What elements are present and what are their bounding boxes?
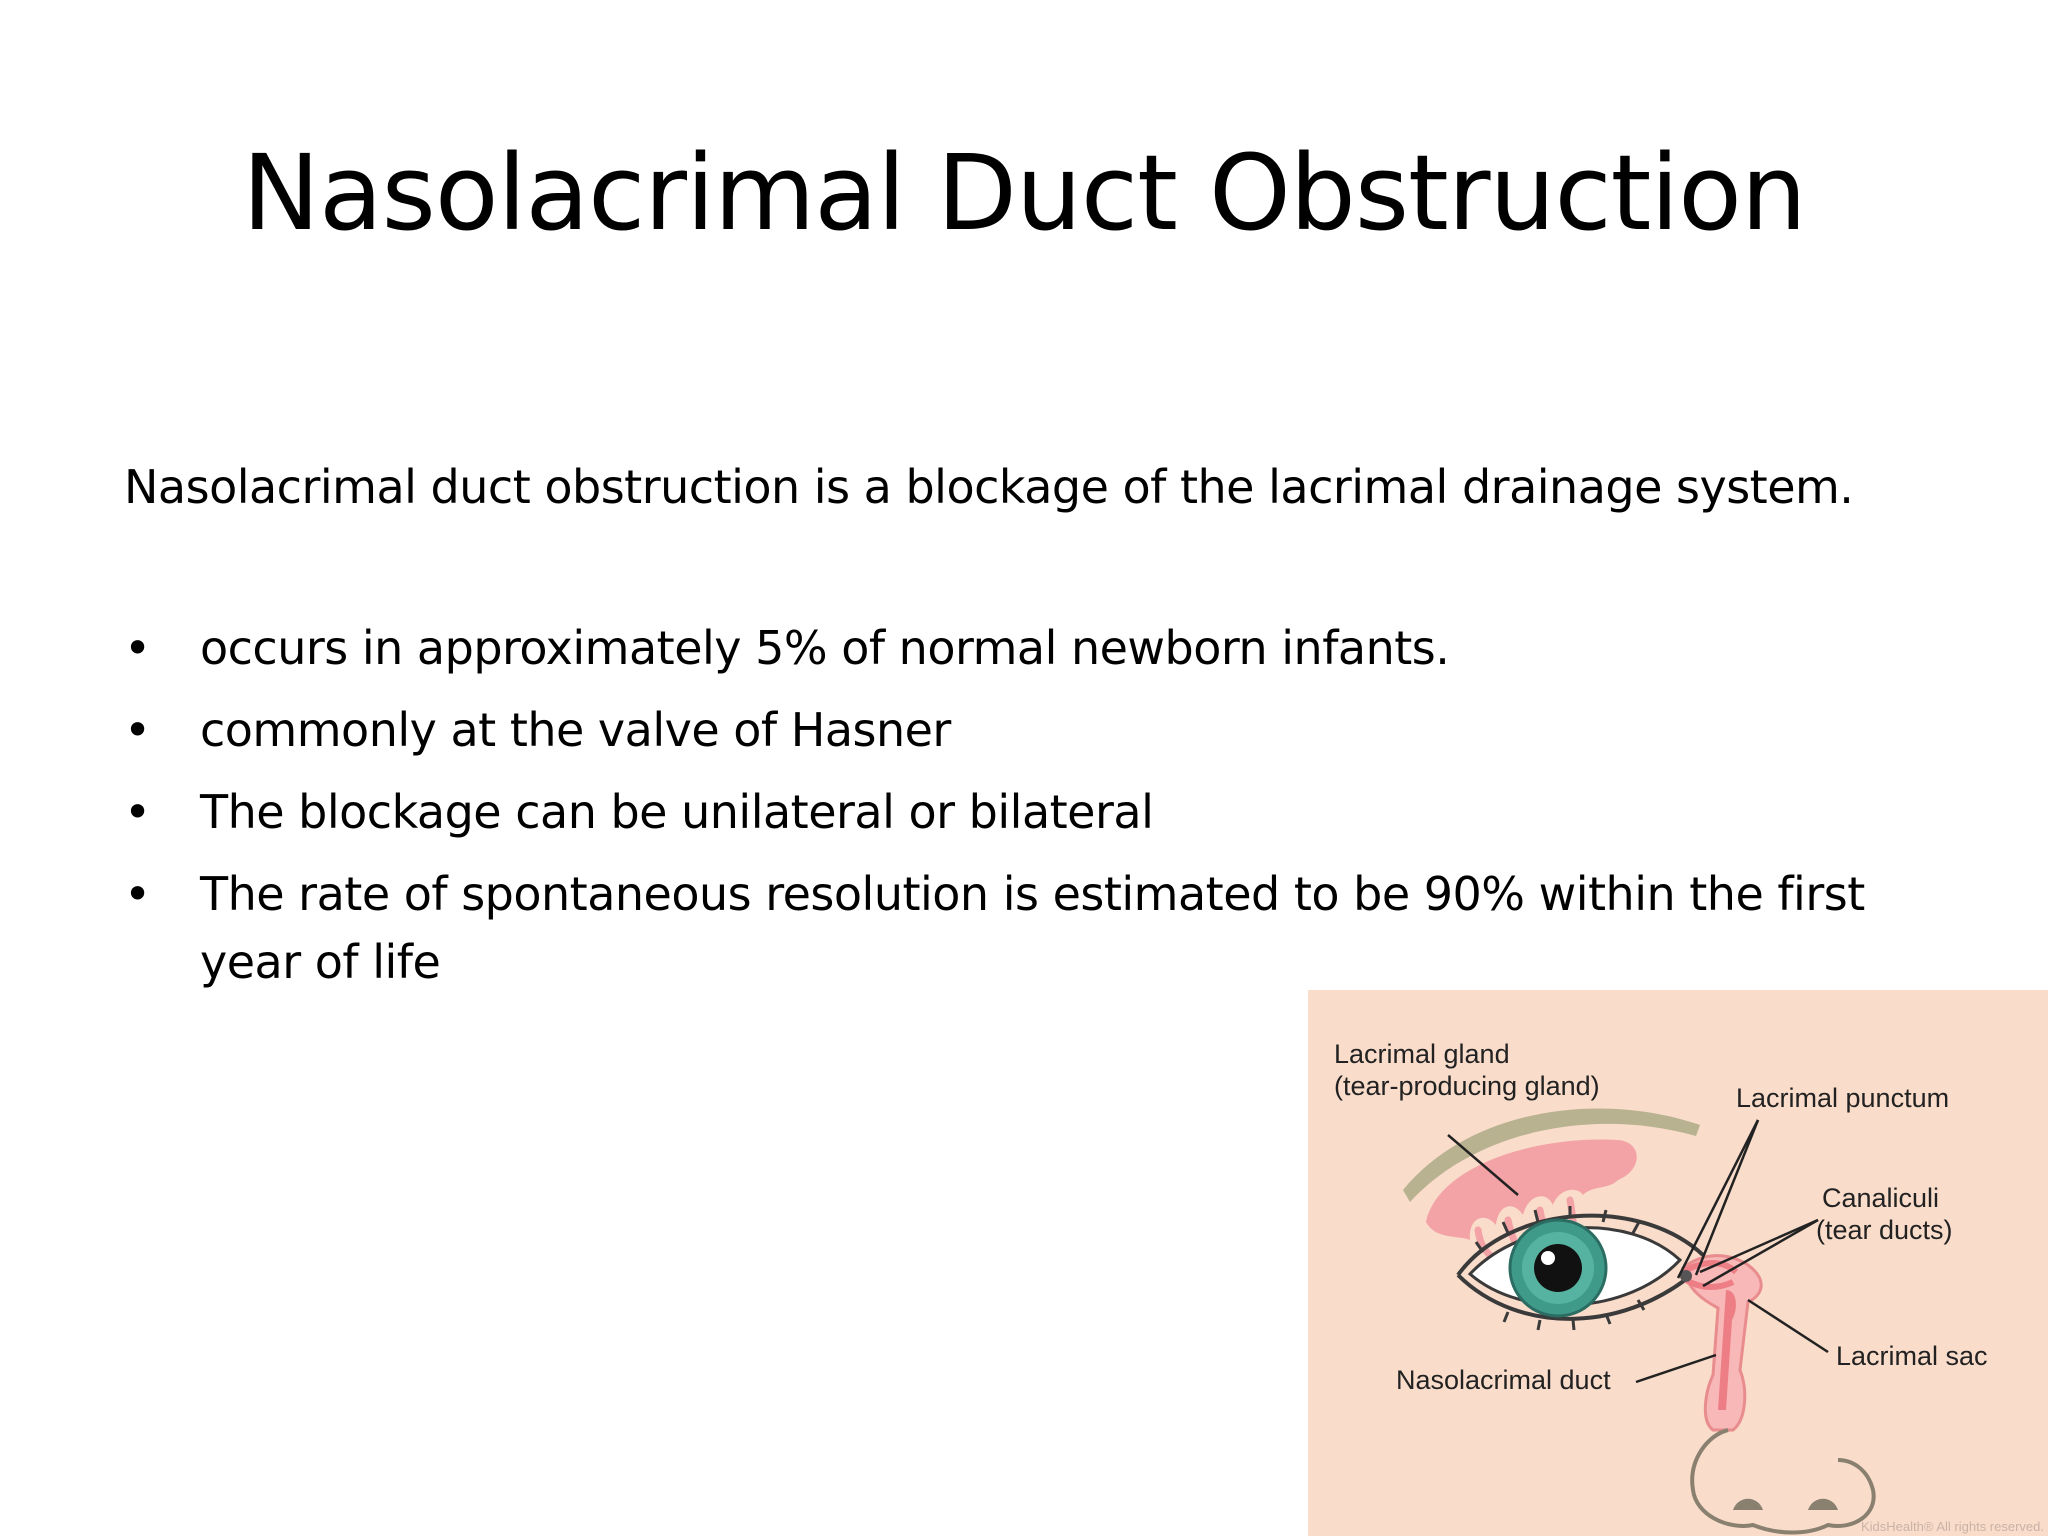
- bullet-text: The rate of spontaneous resolution is estimated to be 90% within the first year of life: [200, 867, 1865, 989]
- bullet-dot: •: [124, 867, 151, 921]
- bullet-dot: •: [124, 785, 151, 839]
- bullet-text: commonly at the valve of Hasner: [200, 703, 951, 757]
- bullet-dot: •: [124, 621, 151, 675]
- tear-duct-illustration: [1308, 990, 2048, 1536]
- label-lacrimal-sac: Lacrimal sac: [1836, 1341, 1988, 1371]
- bullet-item: [124, 614, 1924, 682]
- bullet-item: [124, 696, 1924, 764]
- pupil: [1534, 1244, 1582, 1292]
- label-canaliculi: Canaliculi: [1822, 1183, 1940, 1213]
- bullet-dot: •: [124, 703, 151, 757]
- intro-paragraph: Nasolacrimal duct obstruction is a blockage of the lacrimal drainage system.: [124, 460, 1854, 514]
- label-canaliculi-desc: (tear ducts): [1816, 1215, 1953, 1245]
- bullet-text: occurs in approximately 5% of normal newborn infants.: [200, 621, 1450, 675]
- bullet-item: [124, 778, 1924, 846]
- image-credit: KidsHealth® All rights reserved.: [1861, 1519, 2044, 1534]
- label-lacrimal-gland-desc: (tear-producing gland): [1334, 1071, 1600, 1101]
- nose-outline: [1692, 1430, 1873, 1533]
- bullet-text: The blockage can be unilateral or bilateral: [200, 785, 1154, 839]
- slide-title: Nasolacrimal Duct Obstruction: [242, 132, 1806, 254]
- bullet-list: [124, 614, 1924, 1010]
- nostril-right: [1808, 1499, 1838, 1510]
- nostril-left: [1733, 1499, 1763, 1510]
- label-nasolacrimal-duct: Nasolacrimal duct: [1396, 1365, 1611, 1395]
- label-lacrimal-punctum: Lacrimal punctum: [1736, 1083, 1950, 1113]
- label-lacrimal-gland: Lacrimal gland: [1334, 1039, 1510, 1069]
- pupil-highlight: [1541, 1251, 1555, 1265]
- bullet-item: [124, 860, 1924, 996]
